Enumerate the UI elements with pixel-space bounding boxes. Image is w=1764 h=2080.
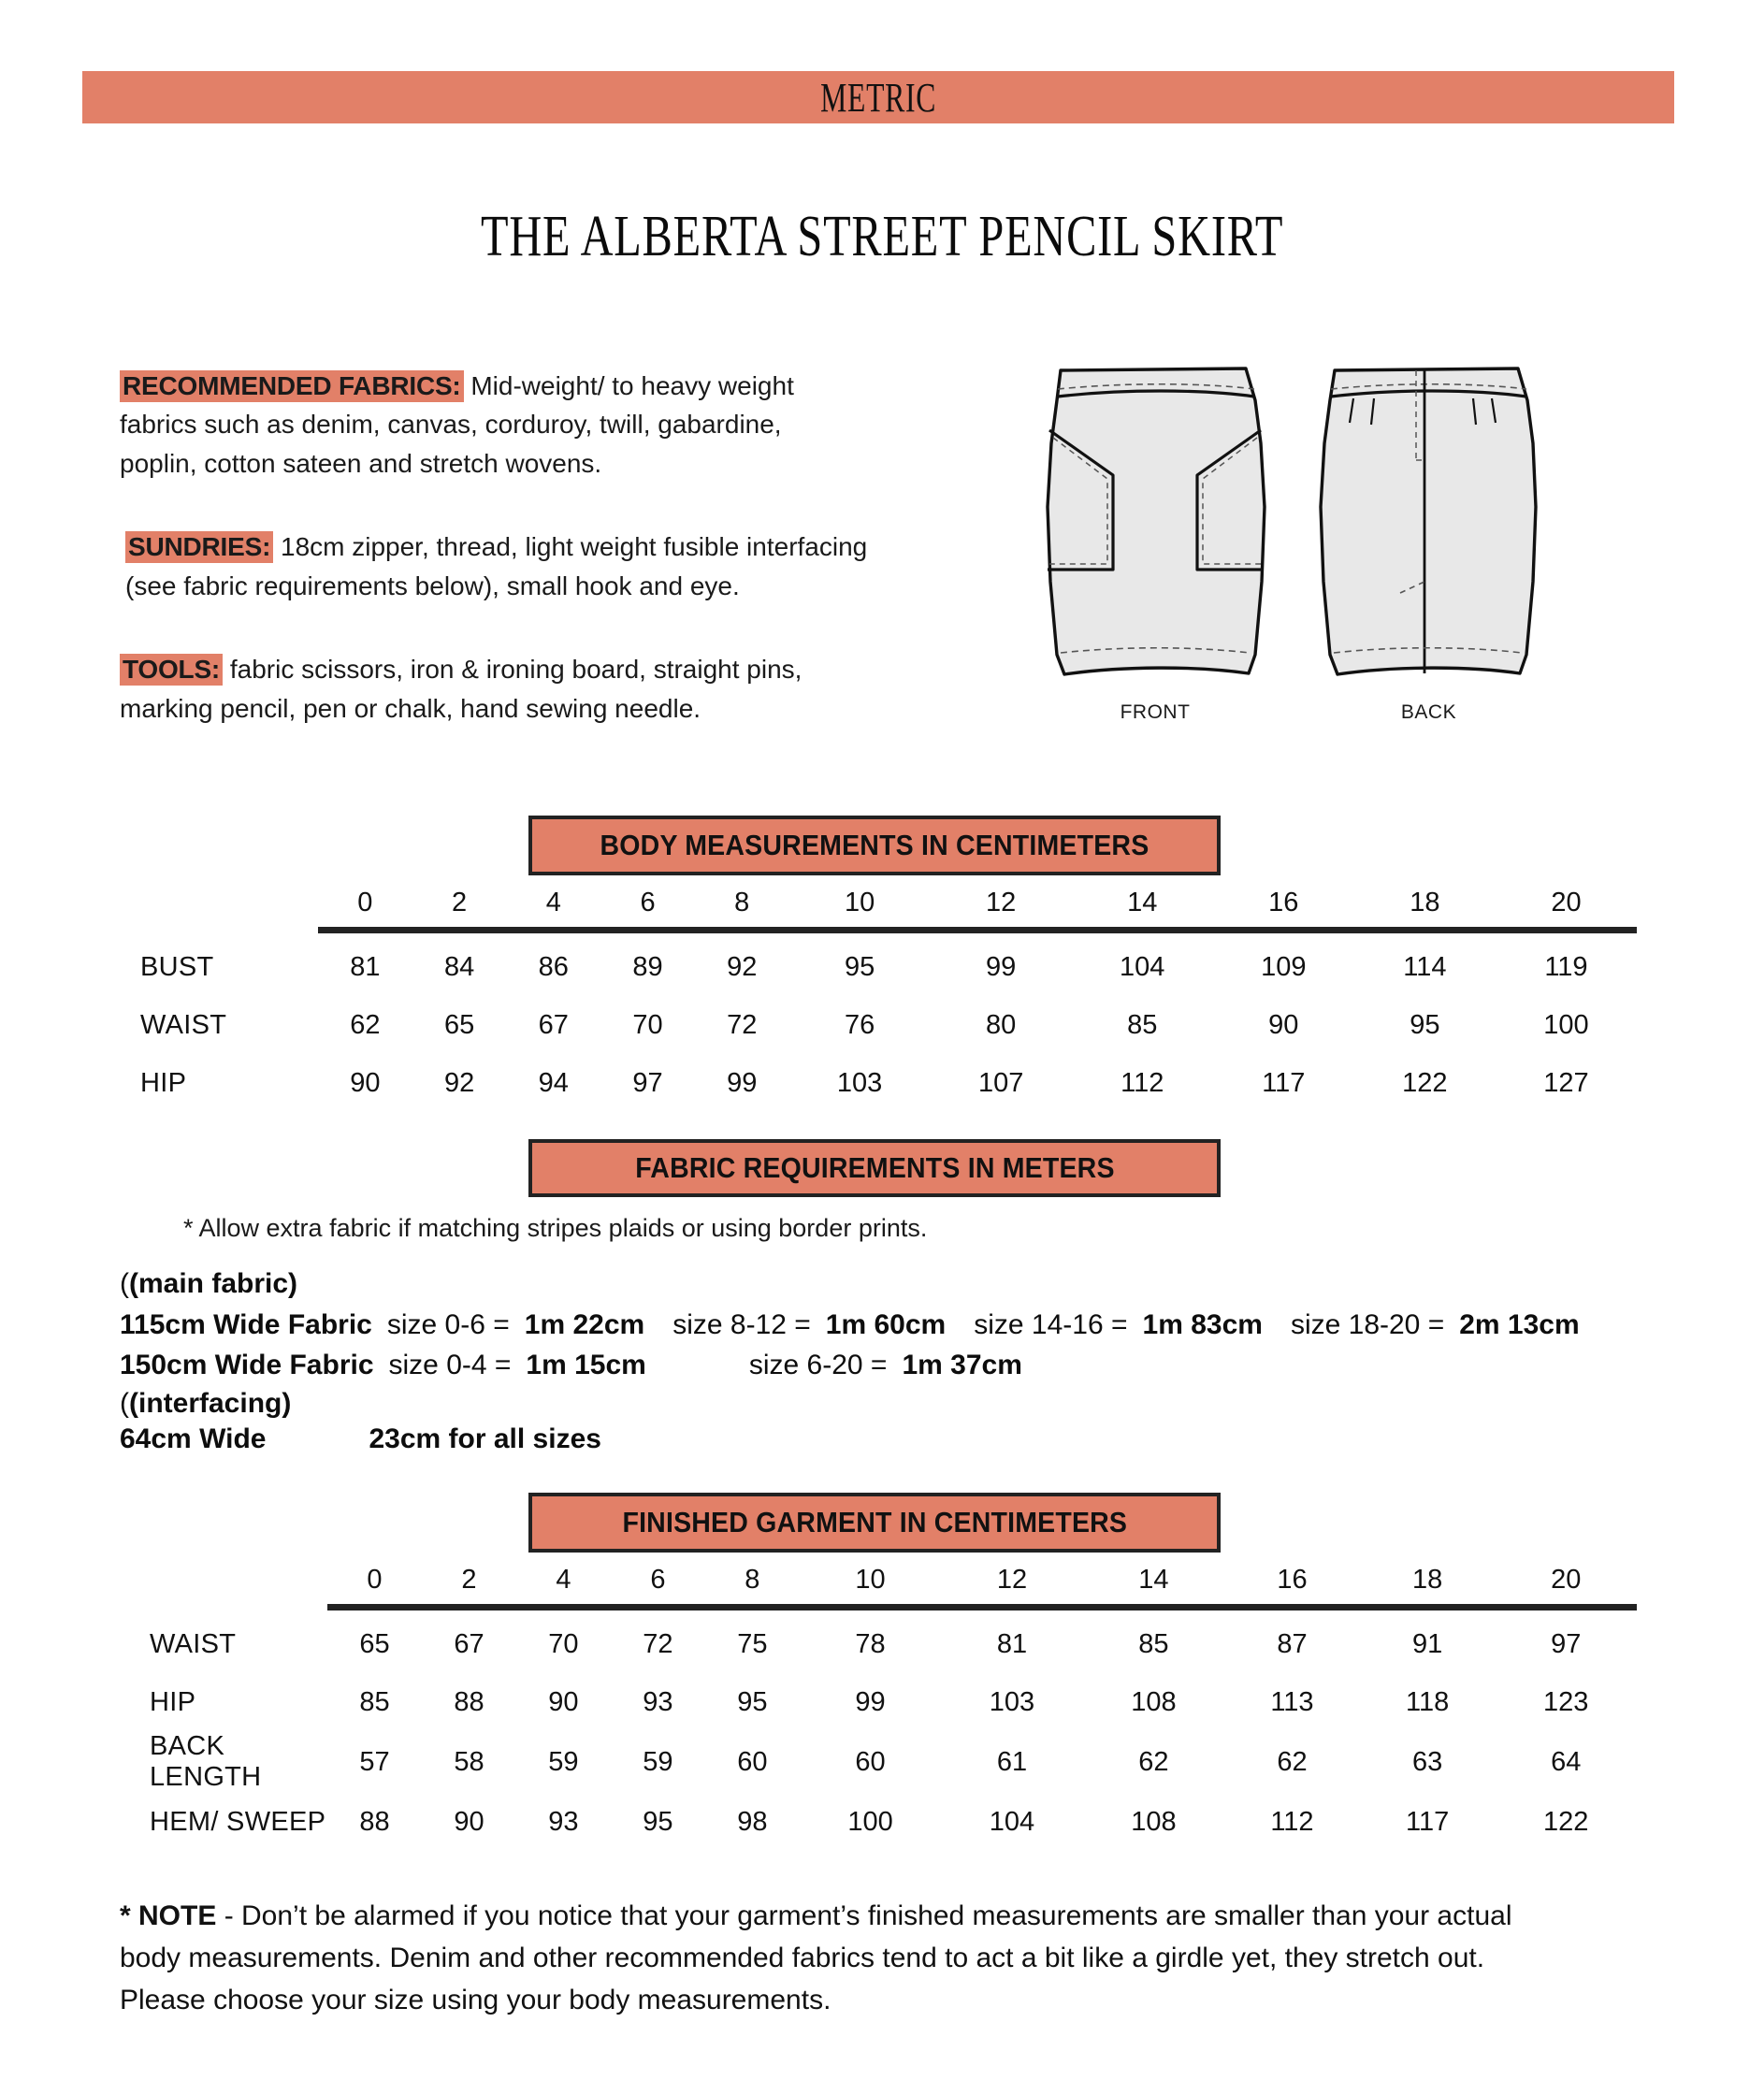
finished-size-16: 16 — [1277, 1564, 1308, 1595]
interfacing-heading: ((interfacing) — [120, 1387, 292, 1419]
body-measurements-banner-label: BODY MEASUREMENTS IN CENTIMETERS — [600, 829, 1149, 861]
finished-hemsweep-16: 112 — [1270, 1806, 1314, 1837]
finished-backlength-20: 64 — [1551, 1746, 1582, 1777]
page-title — [0, 204, 1764, 270]
finished-backlength-12: 61 — [996, 1746, 1028, 1777]
technical-drawings — [1010, 357, 1571, 769]
tools-line-1 — [120, 650, 1008, 688]
finished-size-row-corner — [140, 1556, 327, 1607]
fabric-150-amount-1: 1m 15cm — [526, 1350, 646, 1380]
finished-hip-8: 95 — [737, 1686, 768, 1717]
finished-hip-20: 123 — [1543, 1686, 1589, 1717]
body-size-10: 10 — [844, 887, 875, 917]
body-measurements-banner — [528, 816, 1221, 875]
body-size-18: 18 — [1410, 887, 1440, 917]
body-measurements-size-row — [131, 879, 1637, 930]
metric-banner — [82, 71, 1674, 123]
fabric-115-range-4: size 18-20 = — [1290, 1308, 1445, 1340]
fabric-115-range-2: size 8-12 = — [672, 1308, 811, 1340]
main-fabric-heading: ((main fabric) — [120, 1268, 298, 1299]
sundries-text-1: 18cm zipper, thread, light weight fusible interfacing — [281, 532, 868, 562]
finished-waist-8: 75 — [737, 1628, 768, 1659]
fabric-width-115-row — [120, 1305, 1728, 1346]
body-size-20: 20 — [1551, 887, 1582, 917]
body-measurements-body — [131, 938, 1637, 1112]
tools-label: TOOLS: — [120, 654, 223, 686]
body-waist-6: 70 — [632, 1009, 663, 1040]
recommended-fabrics-label: RECOMMENDED FABRICS: — [120, 370, 464, 402]
finished-waist-2: 67 — [454, 1628, 484, 1659]
finished-backlength-8: 60 — [737, 1746, 768, 1777]
sundries-line-2: (see fabric requirements below), small hook and eye. — [125, 571, 740, 600]
recommended-fabrics-line-2: fabrics such as denim, canvas, corduroy, twill, gabardine, — [120, 410, 782, 440]
body-measurements-table — [131, 879, 1637, 1112]
body-waist-12: 80 — [986, 1009, 1017, 1040]
finished-backlength-2: 58 — [454, 1746, 484, 1777]
body-hip-20: 127 — [1543, 1067, 1589, 1098]
body-hip-6: 97 — [632, 1067, 663, 1098]
tools-block — [120, 650, 1008, 728]
finished-garment-banner-label: FINISHED GARMENT IN CENTIMETERS — [622, 1506, 1127, 1538]
main-fabric-heading-text: (main fabric) — [129, 1268, 298, 1299]
finished-size-18: 18 — [1412, 1564, 1443, 1595]
finished-hip-6: 93 — [643, 1686, 673, 1717]
finished-waist-6: 72 — [643, 1628, 673, 1659]
recommended-fabrics-text-1: Mid-weight/ to heavy weight — [470, 371, 794, 400]
body-waist-14: 85 — [1127, 1009, 1158, 1040]
body-size-12: 12 — [986, 887, 1017, 917]
finished-waist-10: 78 — [855, 1628, 886, 1659]
finished-table-rule — [140, 1607, 1637, 1615]
finished-hemsweep-18: 117 — [1406, 1806, 1450, 1837]
fabric-requirements-banner — [528, 1139, 1221, 1197]
body-hip-4: 94 — [538, 1067, 569, 1098]
finished-size-14: 14 — [1138, 1564, 1169, 1595]
fabric-width-115-label: 115cm Wide Fabric — [120, 1308, 372, 1340]
body-waist-2: 65 — [443, 1009, 475, 1040]
body-size-6: 6 — [640, 887, 656, 917]
body-hip-8: 99 — [727, 1067, 758, 1098]
bottom-note-text-1: - Don’t be alarmed if you notice that your garment’s finished measurements are smaller than your actual — [216, 1900, 1512, 1931]
finished-hip-0: 85 — [359, 1686, 390, 1717]
fabric-150-range-1: size 0-4 = — [388, 1350, 512, 1380]
interfacing-row — [120, 1422, 1728, 1457]
sundries-block — [120, 527, 1008, 605]
body-size-2: 2 — [452, 887, 468, 917]
finished-row-label-hip: HIP — [150, 1686, 196, 1717]
interfacing-heading-text: (interfacing) — [129, 1387, 292, 1419]
finished-hip-14: 108 — [1131, 1686, 1177, 1717]
finished-waist-18: 91 — [1412, 1628, 1443, 1659]
finished-garment-table — [140, 1556, 1637, 1851]
skirt-front-illustration — [1019, 357, 1291, 694]
metric-label: METRIC — [819, 74, 936, 121]
finished-hemsweep-20: 122 — [1543, 1806, 1589, 1837]
recommended-fabrics-block — [120, 367, 1008, 483]
fabric-requirements-section — [120, 1214, 1728, 1457]
finished-waist-20: 97 — [1551, 1628, 1582, 1659]
body-waist-4: 67 — [538, 1009, 569, 1040]
body-bust-10: 95 — [844, 951, 875, 982]
finished-garment-size-row — [140, 1556, 1637, 1607]
body-waist-10: 76 — [844, 1009, 875, 1040]
finished-waist-14: 85 — [1138, 1628, 1169, 1659]
pattern-info-column — [120, 367, 1008, 728]
body-size-row-corner — [131, 879, 318, 930]
body-hip-18: 122 — [1402, 1067, 1448, 1098]
body-bust-0: 81 — [350, 951, 381, 982]
body-waist-16: 90 — [1268, 1009, 1299, 1040]
finished-garment-body — [140, 1615, 1637, 1851]
interfacing-amount: 23cm for all sizes — [369, 1423, 601, 1454]
body-size-14: 14 — [1127, 887, 1158, 917]
page-title-text: THE ALBERTA STREET PENCIL SKIRT — [480, 205, 1284, 268]
finished-hip-2: 88 — [454, 1686, 484, 1717]
body-bust-12: 99 — [986, 951, 1017, 982]
finished-waist-16: 87 — [1277, 1628, 1308, 1659]
finished-hip-12: 103 — [989, 1686, 1035, 1717]
finished-hemsweep-2: 90 — [454, 1806, 484, 1837]
finished-hemsweep-4: 93 — [548, 1806, 579, 1837]
bottom-note-line-3: Please choose your size using your body measurements. — [120, 1985, 831, 2015]
finished-hemsweep-12: 104 — [989, 1806, 1035, 1837]
body-hip-10: 103 — [836, 1067, 883, 1098]
front-caption: FRONT — [1120, 701, 1191, 723]
body-size-8: 8 — [734, 887, 750, 917]
body-waist-20: 100 — [1543, 1009, 1589, 1040]
table-row — [131, 1054, 1637, 1112]
tools-line-2: marking pencil, pen or chalk, hand sewing needle. — [120, 693, 701, 723]
finished-hemsweep-14: 108 — [1131, 1806, 1177, 1837]
table-row — [131, 938, 1637, 996]
finished-size-10: 10 — [855, 1564, 886, 1595]
body-row-label-hip: HIP — [140, 1067, 187, 1098]
body-bust-14: 104 — [1120, 951, 1165, 982]
finished-size-4: 4 — [556, 1564, 571, 1595]
table-row — [140, 1793, 1637, 1851]
finished-hip-4: 90 — [548, 1686, 579, 1717]
body-bust-6: 89 — [632, 951, 663, 982]
body-measurements-head — [131, 879, 1637, 938]
finished-backlength-0: 57 — [359, 1746, 390, 1777]
finished-hemsweep-8: 98 — [737, 1806, 768, 1837]
finished-garment-banner — [528, 1493, 1221, 1553]
table-row — [140, 1673, 1637, 1731]
fabric-width-150-label: 150cm Wide Fabric — [120, 1350, 374, 1380]
fabric-150-range-2: size 6-20 = — [748, 1350, 888, 1380]
body-waist-18: 95 — [1410, 1009, 1440, 1040]
finished-size-12: 12 — [996, 1564, 1028, 1595]
body-size-4: 4 — [545, 887, 561, 917]
body-size-16: 16 — [1268, 887, 1299, 917]
body-bust-8: 92 — [727, 951, 758, 982]
fabric-150-amount-2: 1m 37cm — [902, 1350, 1022, 1380]
fabric-115-amount-2: 1m 60cm — [825, 1308, 947, 1340]
table-row — [140, 1615, 1637, 1673]
finished-hemsweep-10: 100 — [847, 1806, 893, 1837]
sundries-label: SUNDRIES: — [125, 531, 273, 563]
body-hip-12: 107 — [977, 1067, 1024, 1098]
fabric-115-range-1: size 0-6 = — [386, 1308, 510, 1340]
finished-backlength-16: 62 — [1277, 1746, 1308, 1777]
body-waist-0: 62 — [350, 1009, 381, 1040]
finished-hemsweep-0: 88 — [359, 1806, 390, 1837]
finished-hip-18: 118 — [1406, 1686, 1450, 1717]
body-hip-16: 117 — [1262, 1067, 1306, 1098]
finished-backlength-10: 60 — [855, 1746, 886, 1777]
body-bust-20: 119 — [1544, 951, 1588, 982]
body-bust-18: 114 — [1403, 951, 1447, 982]
tools-text-1: fabric scissors, iron & ironing board, straight pins, — [229, 655, 802, 685]
bottom-note-marker: * NOTE — [120, 1900, 217, 1931]
body-hip-0: 90 — [350, 1067, 381, 1098]
body-row-label-waist: WAIST — [140, 1009, 227, 1040]
body-bust-2: 84 — [443, 951, 475, 982]
recommended-fabrics-line-1 — [120, 367, 1008, 405]
finished-size-20: 20 — [1551, 1564, 1582, 1595]
body-size-0: 0 — [357, 887, 373, 917]
fabric-115-amount-4: 2m 13cm — [1459, 1308, 1580, 1340]
body-row-label-bust: BUST — [140, 951, 214, 982]
bottom-note — [120, 1895, 1710, 2021]
fabric-requirements-note: * Allow extra fabric if matching stripes plaids or using border prints. — [183, 1214, 928, 1242]
finished-waist-12: 81 — [996, 1628, 1028, 1659]
finished-waist-4: 70 — [548, 1628, 579, 1659]
fabric-115-amount-1: 1m 22cm — [524, 1308, 645, 1340]
body-bust-4: 86 — [538, 951, 569, 982]
finished-backlength-18: 63 — [1412, 1746, 1443, 1777]
finished-hemsweep-6: 95 — [643, 1806, 673, 1837]
finished-size-2: 2 — [461, 1564, 477, 1595]
finished-size-8: 8 — [745, 1564, 760, 1595]
body-bust-16: 109 — [1261, 951, 1307, 982]
skirt-back-figure — [1295, 357, 1562, 723]
finished-backlength-14: 62 — [1138, 1746, 1169, 1777]
fabric-115-amount-3: 1m 83cm — [1142, 1308, 1263, 1340]
finished-size-0: 0 — [367, 1564, 383, 1595]
fabric-requirements-banner-label: FABRIC REQUIREMENTS IN METERS — [634, 1151, 1115, 1184]
finished-backlength-6: 59 — [643, 1746, 673, 1777]
skirt-back-illustration — [1295, 357, 1562, 694]
fabric-width-150-row — [120, 1345, 1728, 1386]
finished-garment-head — [140, 1556, 1637, 1615]
finished-row-label-hem-sweep: HEM/ SWEEP — [150, 1806, 326, 1837]
skirt-front-figure — [1019, 357, 1291, 723]
finished-row-label-back-length: BACK LENGTH — [150, 1731, 262, 1792]
finished-backlength-4: 59 — [548, 1746, 579, 1777]
table-row — [131, 996, 1637, 1054]
bottom-note-line-2: body measurements. Denim and other recommended fabrics tend to act a bit like a girdle yet, they stretch out. — [120, 1943, 1485, 1973]
body-hip-14: 112 — [1121, 1067, 1164, 1098]
body-waist-8: 72 — [727, 1009, 758, 1040]
body-hip-2: 92 — [443, 1067, 475, 1098]
finished-hip-10: 99 — [855, 1686, 886, 1717]
body-table-rule — [131, 930, 1637, 938]
finished-hip-16: 113 — [1270, 1686, 1314, 1717]
finished-waist-0: 65 — [359, 1628, 390, 1659]
finished-row-label-waist: WAIST — [150, 1628, 237, 1659]
back-caption: BACK — [1400, 701, 1457, 723]
bottom-note-line-1 — [120, 1895, 1710, 1937]
table-row — [140, 1731, 1637, 1793]
interfacing-width-label: 64cm Wide — [120, 1423, 267, 1454]
sundries-line-1 — [120, 527, 1008, 566]
finished-size-6: 6 — [650, 1564, 666, 1595]
recommended-fabrics-line-3: poplin, cotton sateen and stretch wovens. — [120, 448, 602, 478]
fabric-115-range-3: size 14-16 = — [974, 1308, 1128, 1340]
